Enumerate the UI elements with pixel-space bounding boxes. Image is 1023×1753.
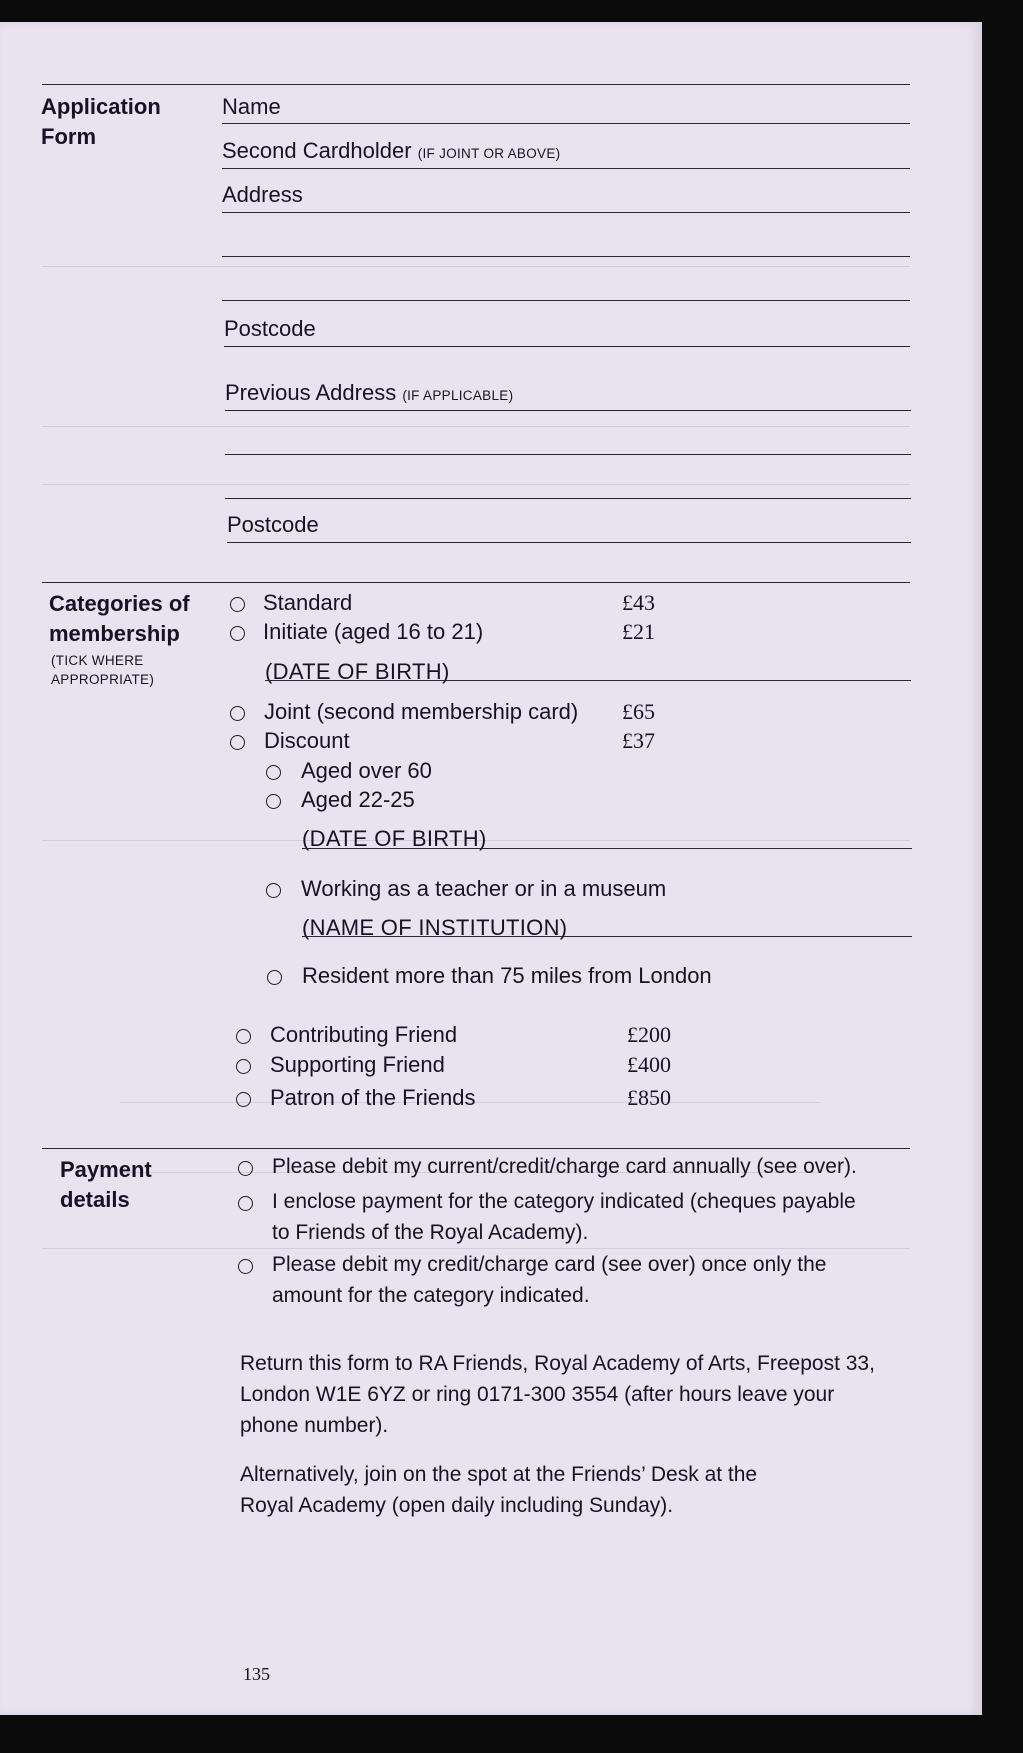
discount-label: Discount [264, 728, 350, 753]
aged-22-25-label: Aged 22-25 [301, 787, 415, 812]
address-field-line-2[interactable] [222, 256, 910, 257]
initiate-dob-line[interactable] [265, 680, 911, 681]
supporting-label: Supporting Friend [270, 1052, 445, 1077]
initiate-note: (DATE OF BIRTH) [265, 659, 450, 684]
categories-title-line2: membership [49, 621, 180, 646]
payment-annual-radio[interactable] [238, 1161, 253, 1176]
postcode2-field-line[interactable] [227, 542, 911, 543]
contributing-radio[interactable] [236, 1029, 251, 1044]
alternative-instructions [240, 1459, 757, 1521]
form-page [0, 22, 982, 1715]
payment-cheque-line2: to Friends of the Royal Academy). [272, 1221, 589, 1244]
payment-cheque-radio[interactable] [238, 1196, 253, 1211]
return-line2: London W1E 6YZ or ring 0171-300 3554 (after hours leave your [240, 1383, 835, 1406]
previous-address-label: Previous Address [225, 380, 397, 405]
application-form-title [41, 92, 161, 152]
payment-cheque-line1: I enclose payment for the category indicated (cheques payable [272, 1190, 856, 1213]
payment-once-line2: amount for the category indicated. [272, 1284, 590, 1307]
teacher-radio[interactable] [266, 883, 281, 898]
payment-once-line1: Please debit my credit/charge card (see over) once only the [272, 1253, 827, 1276]
previous-address-field-line-3[interactable] [225, 498, 911, 499]
address-field-line-1[interactable] [222, 212, 910, 213]
teacher-label: Working as a teacher or in a museum [301, 876, 667, 901]
teacher-note: (NAME OF INSTITUTION) [302, 915, 568, 940]
alt-line2: Royal Academy (open daily including Sunday). [240, 1494, 674, 1517]
aged-22-25-note: (DATE OF BIRTH) [302, 826, 487, 851]
initiate-radio[interactable] [230, 626, 245, 641]
postcode-label: Postcode [224, 316, 316, 341]
alt-line1: Alternatively, join on the spot at the Friends’ Desk at the [240, 1463, 758, 1486]
previous-address-field-line-2[interactable] [225, 454, 911, 455]
return-line1: Return this form to RA Friends, Royal Academy of Arts, Freepost 33, [240, 1352, 875, 1375]
joint-radio[interactable] [230, 706, 245, 721]
aged-22-25-dob-line[interactable] [302, 848, 912, 849]
contributing-price: £200 [627, 1022, 671, 1047]
payment-title-line1: Payment [60, 1157, 152, 1182]
name-label: Name [222, 94, 281, 119]
supporting-radio[interactable] [236, 1059, 251, 1074]
discount-radio[interactable] [230, 735, 245, 750]
application-title-line2: Form [41, 124, 96, 149]
previous-address-note: (IF APPLICABLE) [402, 388, 514, 403]
standard-price: £43 [622, 590, 655, 615]
return-line3: phone number). [240, 1414, 389, 1437]
postcode-field-line[interactable] [224, 346, 910, 347]
joint-label: Joint (second membership card) [264, 699, 579, 724]
discount-price: £37 [622, 728, 655, 753]
second-cardholder-label: Second Cardholder [222, 138, 412, 163]
payment-cheque-label [272, 1186, 856, 1248]
payment-title [60, 1155, 152, 1215]
payment-annual-label: Please debit my current/credit/charge card annually (see over). [272, 1155, 857, 1178]
previous-address-field-line-1[interactable] [225, 410, 911, 411]
initiate-price: £21 [622, 619, 655, 644]
page-number: 135 [243, 1664, 270, 1684]
standard-radio[interactable] [230, 597, 245, 612]
categories-note [51, 651, 154, 689]
resident-label: Resident more than 75 miles from London [302, 963, 712, 988]
initiate-label: Initiate (aged 16 to 21) [263, 619, 484, 644]
name-field-line[interactable] [222, 123, 910, 124]
return-instructions [240, 1348, 875, 1441]
categories-title-line1: Categories of [49, 591, 190, 616]
payment-title-line2: details [60, 1187, 130, 1212]
patron-price: £850 [627, 1085, 671, 1110]
institution-line[interactable] [302, 936, 912, 937]
top-rule [42, 84, 910, 85]
second-cardholder-field-line[interactable] [222, 168, 910, 169]
standard-label: Standard [263, 590, 353, 615]
second-cardholder-field [222, 138, 560, 164]
address-label: Address [222, 182, 303, 207]
supporting-price: £400 [627, 1052, 671, 1077]
patron-label: Patron of the Friends [270, 1085, 476, 1110]
categories-title [49, 589, 190, 649]
categories-note-line2: APPROPRIATE) [51, 672, 155, 687]
payment-once-radio[interactable] [238, 1259, 253, 1274]
aged-over-60-radio[interactable] [266, 765, 281, 780]
second-cardholder-note: (IF JOINT OR ABOVE) [417, 146, 561, 161]
previous-address-field [225, 380, 513, 406]
address-field-line-3[interactable] [222, 300, 910, 301]
payment-rule [42, 1148, 910, 1149]
categories-rule [42, 582, 910, 583]
contributing-label: Contributing Friend [270, 1022, 458, 1047]
payment-once-label [272, 1249, 826, 1311]
categories-note-line1: (TICK WHERE [51, 653, 144, 668]
patron-radio[interactable] [236, 1092, 251, 1107]
resident-radio[interactable] [267, 970, 282, 985]
joint-price: £65 [622, 699, 655, 724]
aged-over-60-label: Aged over 60 [301, 758, 432, 783]
application-title-line1: Application [41, 94, 161, 119]
aged-22-25-radio[interactable] [266, 794, 281, 809]
postcode2-label: Postcode [227, 512, 319, 537]
